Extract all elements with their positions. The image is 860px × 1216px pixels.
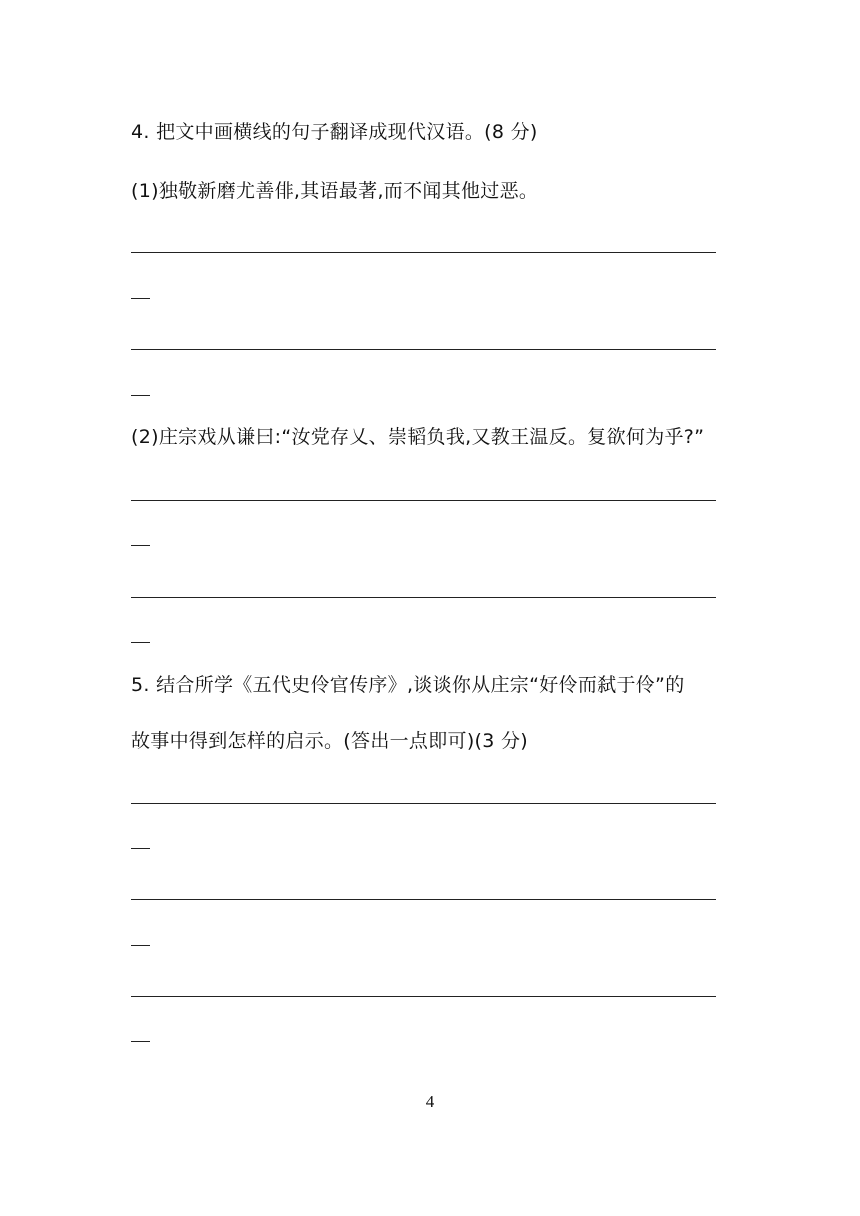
question-4-part-1: (1)独敬新磨尤善俳,其语最著,而不闻其他过恶。 [131, 180, 539, 202]
answer-line-tail [131, 945, 150, 946]
answer-line-tail [131, 642, 150, 643]
answer-line [131, 349, 716, 350]
answer-line [131, 597, 716, 598]
answer-line [131, 996, 716, 997]
answer-line-tail [131, 545, 150, 546]
answer-line-tail [131, 848, 150, 849]
answer-line [131, 899, 716, 900]
answer-line-tail [131, 298, 150, 299]
answer-line-tail [131, 395, 150, 396]
answer-line-tail [131, 1041, 150, 1042]
question-4-part-2: (2)庄宗戏从谦曰:“汝党存乂、崇韬负我,又教王温反。复欲何为乎?” [131, 426, 705, 448]
question-5-header-line-2: 故事中得到怎样的启示。(答出一点即可)(3 分) [131, 730, 528, 752]
question-5-header-line-1: 5. 结合所学《五代史伶官传序》,谈谈你从庄宗“好伶而弑于伶”的 [131, 674, 685, 696]
answer-line [131, 803, 716, 804]
answer-line [131, 252, 716, 253]
question-4-header: 4. 把文中画横线的句子翻译成现代汉语。(8 分) [131, 121, 538, 143]
page-number: 4 [425, 1092, 435, 1111]
answer-line [131, 500, 716, 501]
